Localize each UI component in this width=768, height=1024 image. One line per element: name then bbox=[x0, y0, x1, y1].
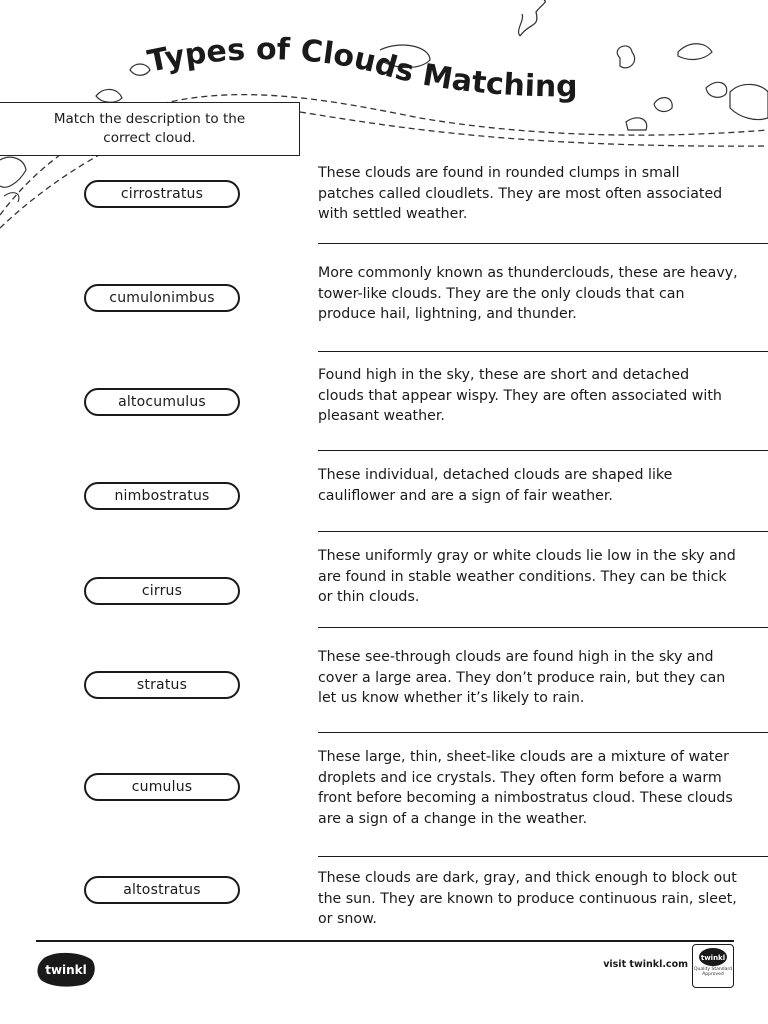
visit-link[interactable]: visit twinkl.com bbox=[603, 959, 688, 970]
cloud-description: Found high in the sky, these are short and detached clouds that appear wispy. They are often associated with pleasant weather. bbox=[318, 367, 722, 424]
cloud-description: These large, thin, sheet-like clouds are a mixture of water droplets and ice crystals. They often form before a warm front before becoming a nimbostratus cloud. These clouds are a sign of a change in the weather. bbox=[318, 749, 733, 827]
cloud-name-pill: cirrostratus bbox=[84, 180, 240, 208]
cloud-description: These clouds are found in rounded clumps in small patches called cloudlets. They are most often associated with settled weather. bbox=[318, 165, 723, 222]
cloud-description: These clouds are dark, gray, and thick enough to block out the sun. They are known to produce continuous rain, sleet, or snow. bbox=[318, 870, 737, 927]
svg-text:twinkl: twinkl bbox=[45, 963, 87, 977]
cloud-description: These see-through clouds are found high in the sky and cover a large area. They don’t produce rain, but they can let us know whether it’s likely to rain. bbox=[318, 649, 726, 706]
cloud-name-pill: cumulus bbox=[84, 773, 240, 801]
svg-text:Types of Clouds Matching: Types of Clouds Matching bbox=[144, 32, 578, 105]
divider bbox=[318, 531, 768, 532]
cloud-name-pill: stratus bbox=[84, 671, 240, 699]
divider bbox=[318, 450, 768, 451]
twinkl-logo bbox=[36, 950, 96, 988]
divider bbox=[318, 243, 768, 244]
badge-logo bbox=[698, 947, 728, 967]
divider bbox=[318, 856, 768, 857]
footer-divider bbox=[36, 940, 734, 942]
cloud-name-pill: cumulonimbus bbox=[84, 284, 240, 312]
svg-text:twinkl: twinkl bbox=[700, 954, 726, 962]
cloud-name-pill: cirrus bbox=[84, 577, 240, 605]
cloud-description: These uniformly gray or white clouds lie low in the sky and are found in stable weather conditions. They can be thick or thin clouds. bbox=[318, 548, 736, 605]
badge-text: Quality Standard Approved bbox=[694, 967, 732, 977]
cloud-name-pill: nimbostratus bbox=[84, 482, 240, 510]
cloud-description: These individual, detached clouds are shaped like cauliflower and are a sign of fair weather. bbox=[318, 467, 673, 504]
instructions-text: Match the description to the correct cloud. bbox=[53, 111, 246, 146]
quality-badge bbox=[692, 944, 734, 988]
divider bbox=[318, 351, 768, 352]
divider bbox=[318, 732, 768, 733]
cloud-name-pill: altocumulus bbox=[84, 388, 240, 416]
divider bbox=[318, 627, 768, 628]
instructions-box bbox=[0, 102, 300, 156]
cloud-description: More commonly known as thunderclouds, these are heavy, tower-like clouds. They are the only clouds that can produce hail, lightning, and thunder. bbox=[318, 265, 738, 322]
cloud-name-pill: altostratus bbox=[84, 876, 240, 904]
